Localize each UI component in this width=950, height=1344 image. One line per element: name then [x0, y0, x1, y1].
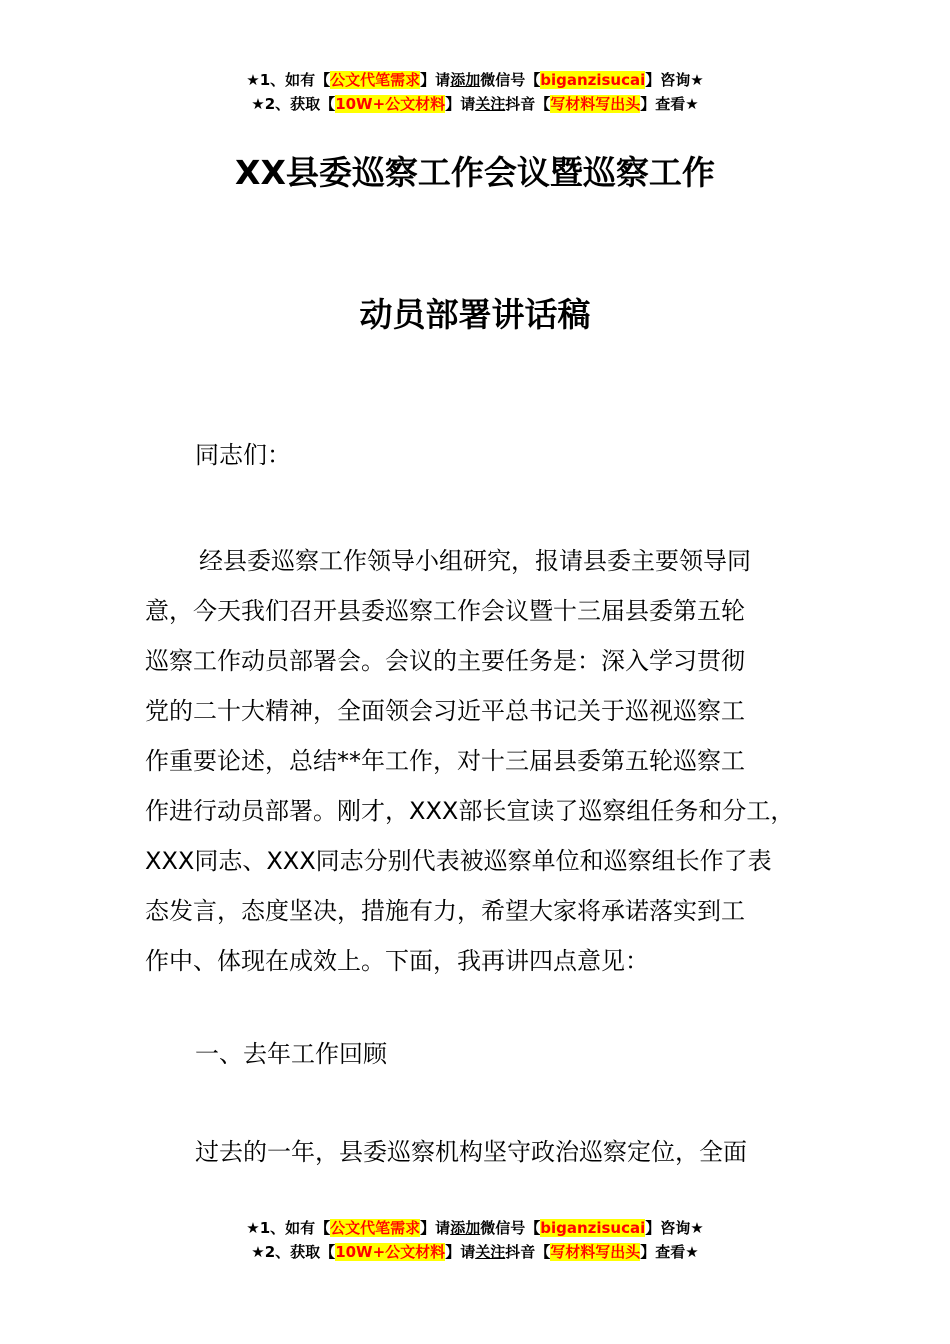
promo-underline-add: 添加 — [450, 71, 481, 89]
promo-line-1 — [0, 68, 950, 92]
paragraph-1-line: 巡察工作动员部署会。会议的主要任务是：深入学习贯彻 — [145, 647, 745, 675]
promo-line-2-mid2: 抖音【 — [505, 1243, 551, 1261]
promo-line-1-mid2: 微信号【 — [480, 71, 541, 89]
promo-header — [0, 68, 950, 116]
promo-footer — [0, 1216, 950, 1264]
promo-line-2-mid: 】请 — [445, 95, 476, 113]
promo-highlight-douyin-account: 写材料写出头 — [550, 95, 641, 113]
promo-line-2 — [0, 92, 950, 116]
salutation: 同志们： — [195, 441, 291, 469]
promo-underline-follow: 关注 — [475, 95, 506, 113]
document-title-line-2: 动员部署讲话稿 — [359, 295, 591, 334]
promo-line-2-suffix: 】查看★ — [640, 95, 699, 113]
promo-line-2-mid: 】请 — [445, 1243, 476, 1261]
paragraph-1-line: 作中、体现在成效上。下面，我再讲四点意见： — [145, 947, 649, 975]
paragraph-1-line: 党的二十大精神，全面领会习近平总书记关于巡视巡察工 — [145, 697, 745, 725]
paragraph-1-line: 经县委巡察工作领导小组研究，报请县委主要领导同 — [199, 547, 751, 575]
paragraph-1 — [145, 536, 835, 986]
paragraph-1-line: 作重要论述，总结**年工作，对十三届县委第五轮巡察工 — [145, 747, 745, 775]
promo-line-1-suffix: 】咨询★ — [645, 71, 704, 89]
section-heading-1: 一、去年工作回顾 — [195, 1040, 387, 1068]
promo-line-2-prefix: ★2、获取【 — [251, 95, 336, 113]
promo-underline-add: 添加 — [450, 1219, 481, 1237]
paragraph-1-line: 意，今天我们召开县委巡察工作会议暨十三届县委第五轮 — [145, 597, 745, 625]
promo-highlight-writing-service: 公文代笔需求 — [330, 1219, 421, 1237]
promo-underline-follow: 关注 — [475, 1243, 506, 1261]
promo-line-1-suffix: 】咨询★ — [645, 1219, 704, 1237]
promo-line-1-mid: 】请 — [420, 71, 451, 89]
promo-line-2-prefix: ★2、获取【 — [251, 1243, 336, 1261]
paragraph-1-line: 作进行动员部署。刚才，XXX部长宣读了巡察组任务和分工， — [145, 797, 795, 825]
promo-highlight-materials: 10W+公文材料 — [335, 1243, 446, 1261]
promo-highlight-douyin-account: 写材料写出头 — [550, 1243, 641, 1261]
promo-line-2-mid2: 抖音【 — [505, 95, 551, 113]
promo-line-2-suffix: 】查看★ — [640, 1243, 699, 1261]
paragraph-1-line: 态发言，态度坚决，措施有力，希望大家将承诺落实到工 — [145, 897, 745, 925]
promo-line-1-prefix: ★1、如有【 — [246, 1219, 331, 1237]
promo-line-1 — [0, 1216, 950, 1240]
promo-highlight-materials: 10W+公文材料 — [335, 95, 446, 113]
promo-line-1-mid2: 微信号【 — [480, 1219, 541, 1237]
promo-line-1-mid: 】请 — [420, 1219, 451, 1237]
promo-highlight-wechat-id: biganzisucai — [540, 1219, 646, 1237]
document-title-line-1: XX县委巡察工作会议暨巡察工作 — [235, 153, 715, 192]
paragraph-2: 过去的一年，县委巡察机构坚守政治巡察定位，全面 — [195, 1138, 747, 1166]
promo-line-1-prefix: ★1、如有【 — [246, 71, 331, 89]
promo-line-2 — [0, 1240, 950, 1264]
promo-highlight-writing-service: 公文代笔需求 — [330, 71, 421, 89]
promo-highlight-wechat-id: biganzisucai — [540, 71, 646, 89]
paragraph-1-line: XXX同志、XXX同志分别代表被巡察单位和巡察组长作了表 — [145, 847, 772, 875]
